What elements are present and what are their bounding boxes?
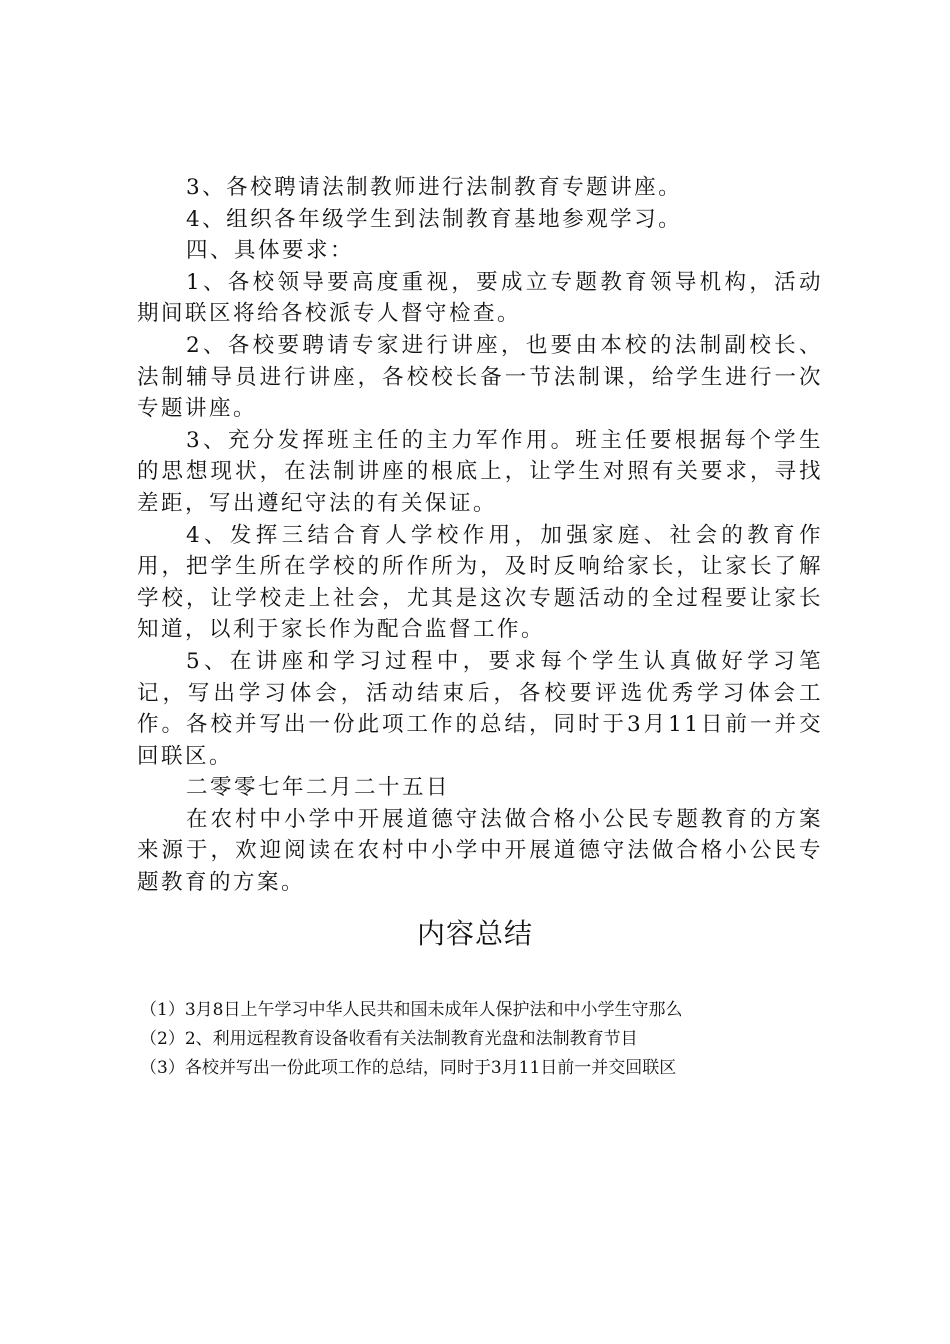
summary-title: 内容总结 (416, 917, 533, 950)
source-note: 在农村中小学中开展道德守法做合格小公民专题教育的方案来源于，欢迎阅读在农村中小学中开展道德守法做合格小公民专题教育的方案。 (137, 806, 823, 896)
summary-item-3: （3）各校并写出一份此项工作的总结，同时于3月11日前一并交回联区 (140, 1058, 677, 1078)
summary-item-2: （2）2、利用远程教育设备收看有关法制教育光盘和法制教育节目 (140, 1029, 638, 1049)
requirement-5: 5、在讲座和学习过程中，要求每个学生认真做好学习笔记，写出学习体会，活动结束后，各校要评选优秀学习体会工作。各校并写出一份此项工作的总结，同时于3月11日前一并交回联区。 (137, 648, 823, 769)
requirement-2: 2、各校要聘请专家进行讲座，也要由本校的法制副校长、法制辅导员进行讲座，各校校长备一节法制课，给学生进行一次专题讲座。 (137, 332, 823, 422)
summary-list (140, 996, 840, 1083)
requirement-1: 1、各校领导要高度重视，要成立专题教育领导机构，活动期间联区将给各校派专人督守检查。 (137, 269, 823, 327)
paragraph-item-4: 4、组织各年级学生到法制教育基地参观学习。 (186, 206, 683, 232)
requirement-3: 3、充分发挥班主任的主力军作用。班主任要根据每个学生的思想现状，在法制讲座的根底上，让学生对照有关要求，寻找差距，写出遵纪守法的有关保证。 (137, 427, 823, 516)
document-body (137, 172, 823, 899)
requirement-4: 4、发挥三结合育人学校作用，加强家庭、社会的教育作用，把学生所在学校的所作所为，及时反响给家长，让家长了解学校，让学校走上社会，尤其是这次专题活动的全过程要让家长知道，以利于家长作为配合监督工作。 (137, 522, 823, 643)
section-heading-requirements: 四、具体要求： (186, 238, 355, 264)
summary-item-1: （1）3月8日上午学习中华人民共和国未成年人保护法和中小学生守那么 (140, 1000, 683, 1020)
paragraph-item-3: 3、各校聘请法制教师进行法制教育专题讲座。 (186, 175, 683, 200)
document-date: 二零零七年二月二十五日 (186, 775, 451, 801)
